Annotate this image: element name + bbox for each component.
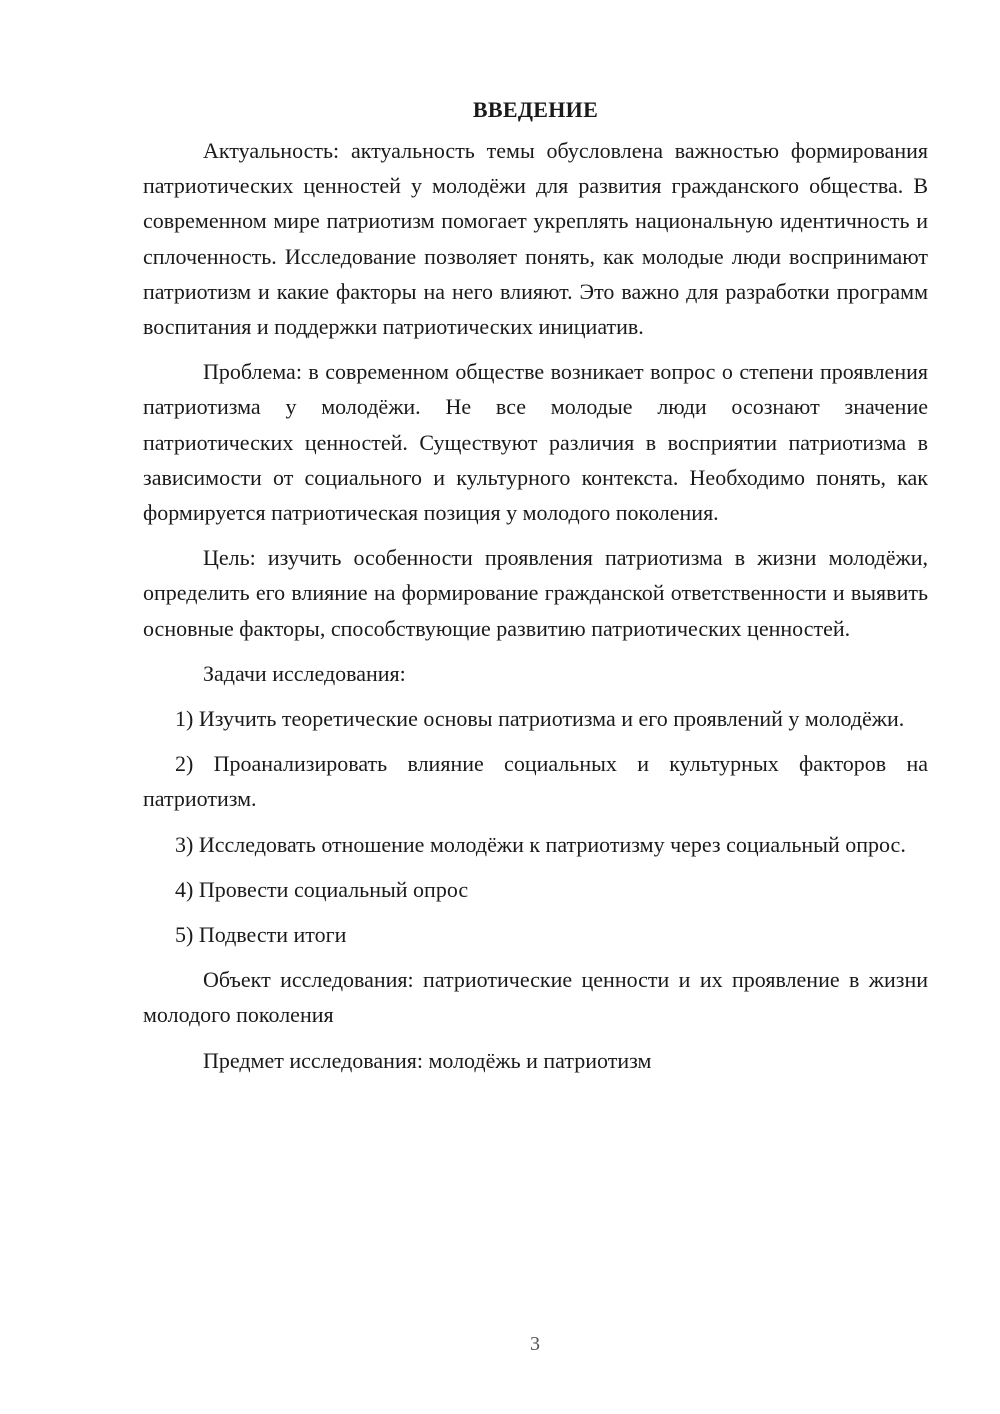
paragraph-relevance: Актуальность: актуальность темы обусловлена важностью формирования патриотических ценностей у молодёжи для развития гражданского общества. В современном мире патриотизм помогает укреплять национальную идентичность и сплоченность. Исследование позволяет понять, как молодые люди воспринимают патриотизм и какие факторы на него влияют. Это важно для разработки программ воспитания и поддержки патриотических инициатив. <box>143 138 928 340</box>
list-item: 3) Исследовать отношение молодёжи к патриотизму через социальный опрос. <box>175 831 906 857</box>
page-number: 3 <box>530 1333 540 1355</box>
list-item: 2) Проанализировать влияние социальных и культурных факторов на патриотизм. <box>143 751 928 812</box>
list-item: 5) Подвести итоги <box>175 922 347 948</box>
paragraph-object: Объект исследования: патриотические ценности и их проявление в жизни молодого поколения <box>143 967 928 1028</box>
list-item: 4) Провести социальный опрос <box>175 876 469 902</box>
tasks-heading: Задачи исследования: <box>203 660 406 686</box>
tasks-list <box>143 701 928 952</box>
list-item: 1) Изучить теоретические основы патриотизма и его проявлений у молодёжи. <box>175 706 905 732</box>
paragraph-goal: Цель: изучить особенности проявления патриотизма в жизни молодёжи, определить его влияние на формирование гражданской ответственности и выявить основные факторы, способствующие развитию патриотических ценностей. <box>143 545 928 641</box>
paragraph-subject: Предмет исследования: молодёжь и патриотизм <box>203 1047 652 1073</box>
paragraph-problem: Проблема: в современном обществе возникает вопрос о степени проявления патриотизма у молодёжи. Не все молодые люди осознают значение патриотических ценностей. Существуют различия в восприятии патриотизма в зависимости от социального и культурного контекста. Необходимо понять, как формируется патриотическая позиция у молодого поколения. <box>143 359 928 526</box>
section-title: ВВЕДЕНИЕ <box>472 97 599 122</box>
document-page <box>143 95 928 1088</box>
